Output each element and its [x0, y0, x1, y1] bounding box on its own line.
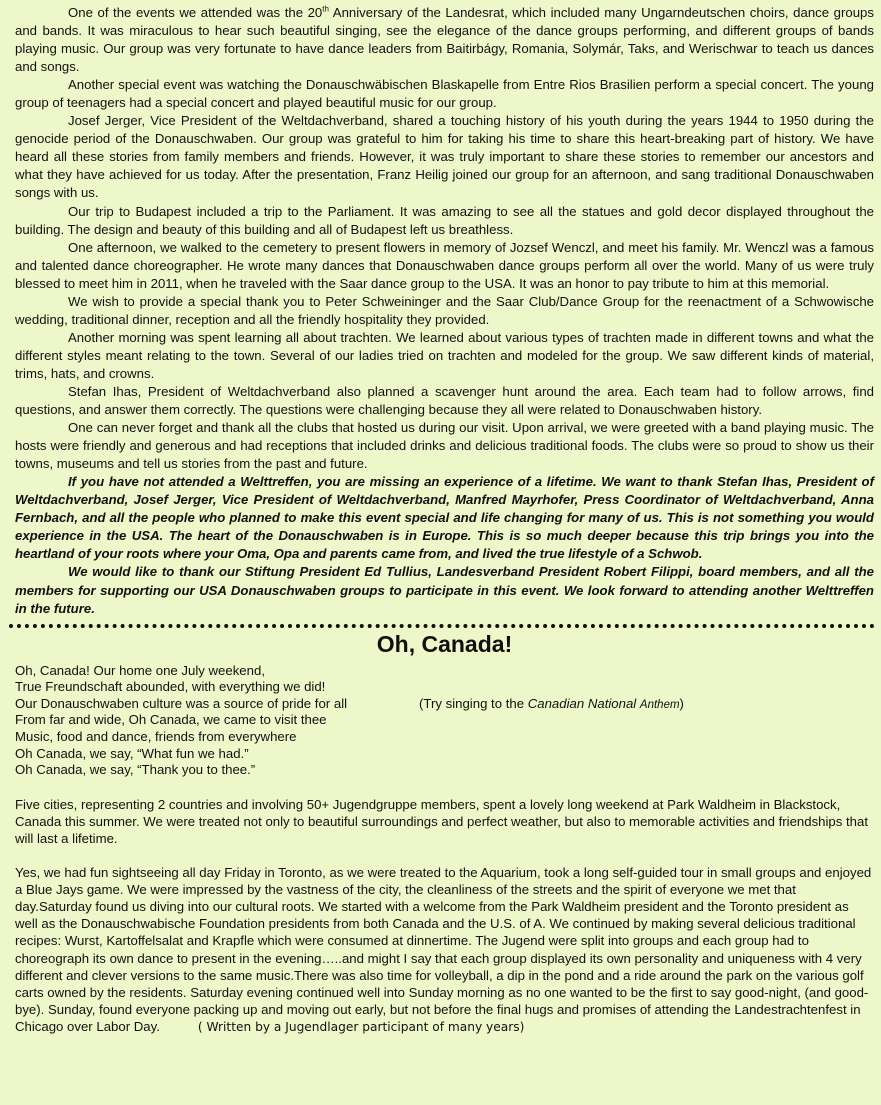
thank-you-paragraph: If you have not attended a Welttreffen, you are missing an experience of a lifetime. We want to thank Stefan Ihas, President of Weltdachverband, Josef Jerger, Vice President of Weltdachverband, Manfred Mayrhofer, Press Coordinator of Weltdachverband, Anna Fernbach, and all the people who planned to make this event special and life changing for many of us. This is not something you would experience in the USA. The heart of the Donauschwaben is in Europe. This is so much deeper because this trip brings you into the heartland of your roots where your Oma, Opa and parents came from, and lived the true lifestyle of a Schwob.: [15, 474, 874, 562]
note-emphasis-small: Anthem: [639, 698, 680, 711]
article-paragraph: Josef Jerger, Vice President of the Weltdachverband, shared a touching history of his youth during the years 1944 to 1950 during the genocide period of the Donauschwaben. Our group was grateful to him for taking his time to share this heart-breaking part of history. We have heard all these stories from family members and friends. However, it was truly important to share these stories to remember our ancestors and what they have achieved for us today. After the presentation, Franz Heilig joined our group for an afternoon, and sang traditional Donauschwaben songs with us.: [15, 113, 874, 201]
article-paragraph: Stefan Ihas, President of Weltdachverband also planned a scavenger hunt around the area. Each team had to follow arrows, find questions, and answer them correctly. The questions were challenging because they all were related to Donauschwaben history.: [15, 383, 874, 418]
article-text: One of the events we attended was the 20: [68, 5, 323, 20]
author-credit: ( Written by a Jugendlager participant of many years): [197, 1019, 525, 1034]
oh-canada-section: [15, 630, 874, 1036]
story-paragraph: [15, 864, 874, 1036]
article-paragraph: We wish to provide a special thank you to Peter Schweininger and the Saar Club/Dance Group for the reenactment of a Schwowische wedding, traditional dinner, reception and all the friendly hospitality they provided.: [15, 293, 874, 327]
poem-line: Oh, Canada! Our home one July weekend,: [15, 662, 265, 678]
dotted-divider: [9, 624, 875, 628]
article-text: Anniversary of the Landesrat, which included many Ungarndeutschen choirs, dance groups and bands. It was miraculous to hear such beautiful singing, see the elegance of the dance groups performing, and different groups of bands playing music. Our group was very fortunate to have dance leaders from Baitirbágy, Romania, Solymár, Taks, and Werischwar to teach us dances and songs.: [15, 5, 874, 75]
poem-line: Oh Canada, we say, “Thank you to thee.”: [15, 762, 256, 778]
singing-note: [419, 696, 684, 714]
article-paragraph: Another special event was watching the Donauschwäbischen Blaskapelle from Entre Rios Brasilien perform a special concert. The young group of teenagers had a special concert and played beautiful music for our group.: [15, 77, 874, 111]
story-paragraph: Five cities, representing 2 countries and involving 50+ Jugendgruppe members, spent a lovely long weekend at Park Waldheim in Blackstock, Canada this summer. We were treated not only to beautiful surroundings and perfect weather, but also to memorable activities and friendships that will last a lifetime.: [15, 796, 869, 846]
poem-line: True Freundschaft abounded, with everything we did!: [15, 679, 326, 695]
article-paragraph: Another morning was spent learning all about trachten. We learned about various types of trachten made in different towns and what the different styles meant relating to the town. Several of our ladies tried on trachten and modeled for the group. We saw different kinds of material, trims, hats, and crowns.: [15, 329, 874, 381]
section-title: Oh, Canada!: [376, 630, 513, 657]
poem-line: Music, food and dance, friends from everywhere: [15, 728, 297, 744]
article-paragraph: One can never forget and thank all the clubs that hosted us during our visit. Upon arrival, we were greeted with a band playing music. The hosts were friendly and generous and had receptions that included drinks and delicious traditional foods. The clubs were so proud to show us their towns, museums and tell us stories from the past and future.: [15, 420, 874, 472]
poem-line: Oh Canada, we say, “What fun we had.”: [15, 745, 249, 761]
welttreffen-article: [15, 4, 874, 618]
note-text: ): [679, 695, 684, 711]
ordinal-suffix: th: [322, 4, 329, 14]
note-emphasis: Canadian National: [527, 695, 640, 711]
poem-block: [15, 663, 874, 779]
article-paragraph: Our trip to Budapest included a trip to the Parliament. It was amazing to see all the statues and gold decor displayed throughout the building. The design and beauty of this building and all of Budapest left us breathless.: [15, 203, 874, 237]
thank-you-paragraph: We would like to thank our Stiftung President Ed Tullius, Landesverband President Robert Filippi, board members, and all the members for supporting our USA Donauschwaben groups to participate in this event. We look forward to attending another Welttreffen in the future.: [15, 564, 874, 616]
poem: [15, 663, 874, 779]
canada-story: [15, 796, 874, 1036]
poem-line: From far and wide, Oh Canada, we came to visit thee: [15, 712, 327, 728]
note-text: (Try singing to the: [419, 695, 528, 711]
article-paragraph: One afternoon, we walked to the cemetery to present flowers in memory of Jozsef Wenczl, and meet his family. Mr. Wenczl was a famous and talented dance choreographer. He wrote many dances that Donauschwaben dance groups perform all over the world. Many of us were truly blessed to meet him in 2011, when he traveled with the Saar dance group to the USA. It was an honor to pay tribute to him at this memorial.: [15, 239, 874, 291]
article-paragraph: [15, 4, 874, 76]
story-text: Yes, we had fun sightseeing all day Friday in Toronto, as we were treated to the Aquarium, took a long self-guided tour in small groups and enjoyed a Blue Jays game. We were impressed by the vastness of the city, the cleanliness of the streets and the spirit of everyone we met that day.Saturday found us diving into our cultural roots. We started with a welcome from the Park Waldheim president and the Toronto president as well as the Donauschwabische Foundation presidents from both Canada and the U.S. of A. We continued by making several delicious traditional recipes: Wurst, Kartoffelsalat and Krapfle which were consumed at dinnertime. The Jugend were split into groups and each group had to choreograph its own dance to present in the evening…..and might I say that each group displayed its own personality and uniqueness with 4 very different and clever versions to the same music.There was also time for volleyball, a dip in the pond and a ride around the park on the various golf carts owned by the residents. Saturday evening continued well into Sunday morning as no one wanted to be the first to say good-night, (and good-bye). Sunday, found everyone packing up and moving out early, but not before the final hugs and promises of attending the Landestrachtenfest in Chicago over Labor Day.: [15, 865, 872, 1034]
poem-line: Our Donauschwaben culture was a source of pride for all: [15, 695, 348, 711]
